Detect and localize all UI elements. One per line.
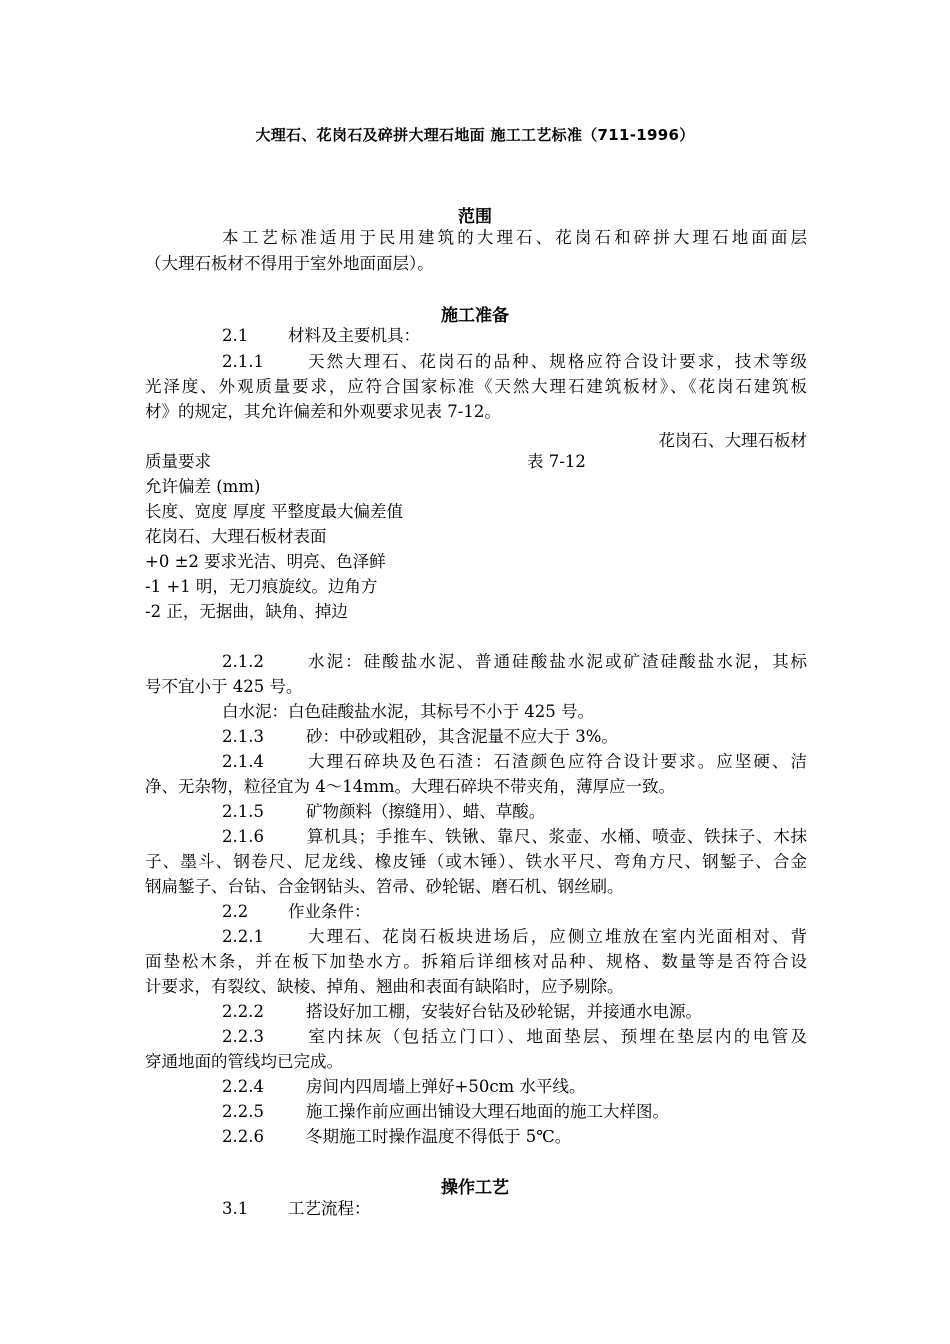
item-text: 大理石、花岗石板块进场后，应侧立堆放在室内光面相对、背	[306, 927, 807, 946]
table-row: -1 +1 明，无刀痕旋纹。边角方	[145, 577, 378, 596]
item-2-2-6	[222, 1127, 571, 1147]
table-row: 允许偏差 (mm)	[145, 477, 261, 496]
paragraph-line: 号不宜小于 425 号。	[145, 677, 303, 696]
item-text: 水泥：硅酸盐水泥、普通硅酸盐水泥或矿渣硅酸盐水泥，其标	[306, 652, 807, 671]
item-text: 材料及主要机具：	[288, 326, 420, 345]
item-number: 2.1.3	[222, 727, 264, 746]
item-2-2-2	[222, 1002, 702, 1022]
section-heading-scope: 范围	[458, 207, 492, 227]
section-heading-process: 操作工艺	[441, 1178, 509, 1198]
table-caption-right: 花岗石、大理石板材	[658, 431, 807, 450]
paragraph-line: 光泽度、外观质量要求，应符合国家标准《天然大理石建筑板材》、《花岗石建筑板	[145, 377, 807, 396]
item-number: 2.1.4	[222, 752, 264, 771]
item-text: 搭设好加工棚，安装好台钻及砂轮锯，并接通水电源。	[306, 1002, 702, 1021]
item-text: 砂：中砂或粗砂，其含泥量不应大于 3%。	[306, 727, 618, 746]
paragraph-line: 穿通地面的管线均已完成。	[145, 1052, 343, 1071]
item-2-2-3	[222, 1027, 807, 1047]
item-text: 冬期施工时操作温度不得低于 5℃。	[306, 1127, 572, 1146]
paragraph-line: 材》的规定，其允许偏差和外观要求见表 7-12。	[145, 402, 501, 421]
item-2-2-4	[222, 1077, 585, 1097]
item-2-1-4	[222, 752, 807, 772]
item-2-2-1	[222, 927, 807, 947]
item-text: 天然大理石、花岗石的品种、规格应符合设计要求，技术等级	[306, 352, 807, 371]
document-title: 大理石、花岗石及碎拼大理石地面 施工工艺标准（711-1996）	[255, 126, 695, 144]
item-2-2-5	[222, 1102, 669, 1122]
table-caption-left: 质量要求	[145, 452, 211, 471]
section-heading-preparation: 施工准备	[441, 306, 509, 326]
paragraph-line: 钢扁錾子、台钻、合金钢钻头、笤帚、砂轮锯、磨石机、钢丝刷。	[145, 877, 624, 896]
item-number: 2.2.5	[222, 1102, 264, 1121]
item-2-1-2	[222, 652, 807, 672]
item-text: 室内抹灰（包括立门口）、地面垫层、预埋在垫层内的电管及	[306, 1027, 807, 1046]
item-number: 2.1.6	[222, 827, 264, 846]
item-text: 工艺流程：	[288, 1199, 371, 1218]
item-2-1-1	[222, 352, 807, 372]
item-number: 2.2	[222, 902, 249, 921]
paragraph-line: （大理石板材不得用于室外地面面层）。	[145, 254, 434, 273]
table-number: 表 7-12	[527, 452, 586, 471]
paragraph-line: 净、无杂物，粒径宜为 4～14mm。大理石碎块不带夹角，薄厚应一致。	[145, 777, 676, 796]
item-2-1-3	[222, 727, 618, 747]
item-2-1-6	[222, 827, 807, 847]
item-number: 2.2.2	[222, 1002, 264, 1021]
item-2-1	[222, 326, 420, 346]
table-row: +0 ±2 要求光洁、明亮、色泽鲜	[145, 552, 386, 571]
item-number: 2.1	[222, 326, 249, 345]
item-text: 大理石碎块及色石渣：石渣颜色应符合设计要求。应坚硬、洁	[306, 752, 807, 771]
table-row: 花岗石、大理石板材表面	[145, 527, 327, 546]
paragraph-line: 面垫松木条，并在板下加垫水方。拆箱后详细核对品种、规格、数量等是否符合设	[145, 952, 807, 971]
item-text: 作业条件：	[288, 902, 371, 921]
paragraph-line: 白水泥：白色硅酸盐水泥，其标号不小于 425 号。	[222, 702, 594, 721]
item-number: 2.2.6	[222, 1127, 264, 1146]
paragraph-line: 子、墨斗、钢卷尺、尼龙线、橡皮锤（或木锤）、铁水平尺、弯角方尺、钢錾子、合金	[145, 852, 807, 871]
item-number: 2.1.5	[222, 802, 264, 821]
item-text: 施工操作前应画出铺设大理石地面的施工大样图。	[306, 1102, 669, 1121]
item-text: 房间内四周墙上弹好+50cm 水平线。	[306, 1077, 586, 1096]
item-number: 3.1	[222, 1199, 249, 1218]
item-2-2	[222, 902, 371, 922]
item-number: 2.2.1	[222, 927, 264, 946]
item-3-1	[222, 1199, 371, 1219]
paragraph-line: 计要求，有裂纹、缺棱、掉角、翘曲和表面有缺陷时，应予剔除。	[145, 977, 624, 996]
item-number: 2.1.1	[222, 352, 264, 371]
item-number: 2.1.2	[222, 652, 264, 671]
item-number: 2.2.4	[222, 1077, 264, 1096]
item-text: 矿物颜料（擦缝用）、蜡、草酸。	[306, 802, 546, 821]
table-row: -2 正，无据曲，缺角、掉边	[145, 602, 348, 621]
item-2-1-5	[222, 802, 545, 822]
item-text: 算机具；手推车、铁锹、靠尺、浆壶、水桶、喷壶、铁抹子、木抹	[306, 827, 807, 846]
paragraph-line: 本工艺标准适用于民用建筑的大理石、花岗石和碎拼大理石地面面层	[222, 228, 807, 247]
item-number: 2.2.3	[222, 1027, 264, 1046]
table-row: 长度、宽度 厚度 平整度最大偏差值	[145, 502, 403, 521]
